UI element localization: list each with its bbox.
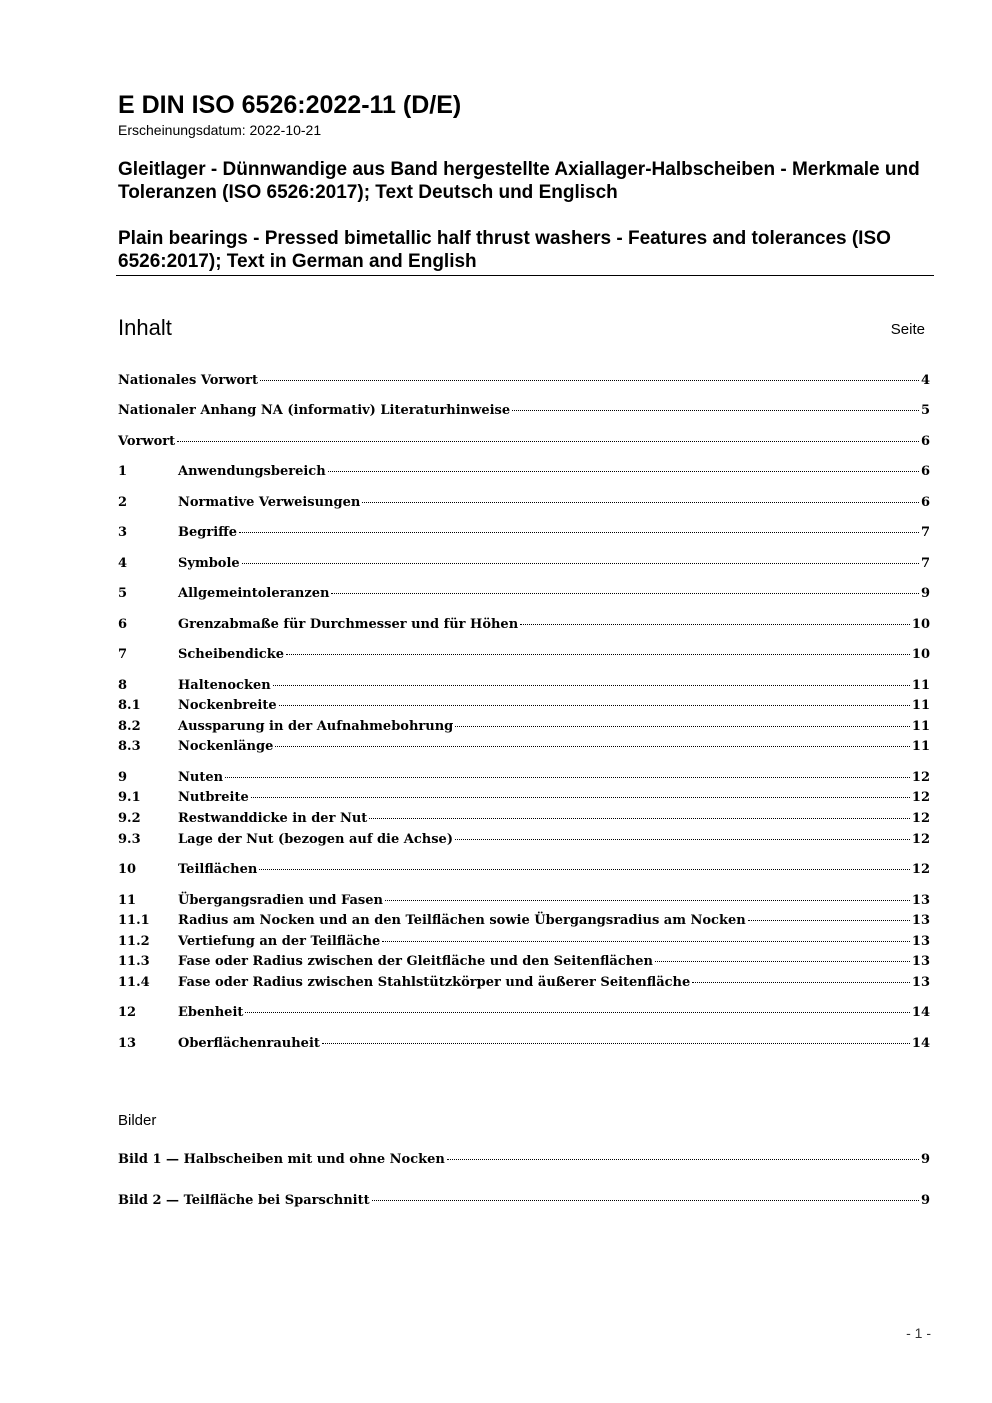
toc-entry-page: 11 xyxy=(911,739,930,754)
toc-entry-number: 1 xyxy=(118,464,128,479)
toc-entry[interactable] xyxy=(118,371,930,391)
toc-leader xyxy=(279,705,910,706)
toc-entry-title: Begriffe xyxy=(178,525,238,540)
toc-entry-page: 13 xyxy=(911,913,930,928)
toc-entry[interactable] xyxy=(118,493,930,513)
toc-entry-number: 9 xyxy=(118,770,128,785)
toc-entry[interactable] xyxy=(118,809,930,829)
toc-entry-page: 7 xyxy=(920,525,930,540)
toc-entry-title: Radius am Nocken und an den Teilflächen sowie Übergangsradius am Nocken xyxy=(178,913,746,928)
toc-entry-title: Scheibendicke xyxy=(178,647,284,662)
toc-leader xyxy=(251,797,910,798)
toc-entry-number: 8.3 xyxy=(118,739,141,754)
toc-entry-title: Haltenocken xyxy=(178,678,271,693)
toc-leader xyxy=(322,1043,910,1044)
toc-entry[interactable] xyxy=(118,891,930,911)
toc-entry-page: 13 xyxy=(911,954,930,969)
toc-entry[interactable] xyxy=(118,432,930,452)
toc-leader xyxy=(369,818,910,819)
toc-entry[interactable] xyxy=(118,768,930,788)
toc-leader xyxy=(385,900,910,901)
toc-entry[interactable] xyxy=(118,860,930,880)
toc-leader xyxy=(362,502,919,503)
toc-entry-title: Oberflächenrauheit xyxy=(178,1036,320,1051)
toc-entry-page: 12 xyxy=(911,770,930,785)
title-divider xyxy=(116,275,934,276)
toc-entry-title: Nutbreite xyxy=(178,790,249,805)
toc-entry-title: Nationales Vorwort xyxy=(118,373,258,388)
toc-leader xyxy=(382,941,910,942)
toc-entry-number: 4 xyxy=(118,556,128,571)
toc-entry-page: 12 xyxy=(911,811,930,826)
toc-entry-number: 8.1 xyxy=(118,698,141,713)
toc-entry[interactable] xyxy=(118,911,930,931)
toc-leader xyxy=(225,777,910,778)
toc-entry-number: 9.1 xyxy=(118,790,141,805)
toc-entry-number: 6 xyxy=(118,617,128,632)
toc-leader xyxy=(273,685,910,686)
toc-entry-number: 12 xyxy=(118,1005,137,1020)
figure-entry-title: Bild 1 — Halbscheiben mit und ohne Nocken xyxy=(118,1152,445,1167)
title-german: Gleitlager - Dünnwandige aus Band hergestellte Axiallager-Halbscheiben - Merkmale und Toleranzen (ISO 6526:2017); Text Deutsch und Englisch xyxy=(118,159,920,203)
toc-entry-title: Restwanddicke in der Nut xyxy=(178,811,368,826)
toc-entry-page: 4 xyxy=(920,373,930,388)
toc-entry-title: Nuten xyxy=(178,770,224,785)
toc-entry-title: Vertiefung an der Teilfläche xyxy=(178,934,381,949)
toc-entry-page: 11 xyxy=(911,678,930,693)
toc-entry[interactable] xyxy=(118,952,930,972)
toc-entry-title: Allgemeintoleranzen xyxy=(178,586,330,601)
toc-entry-title: Fase oder Radius zwischen Stahlstützkörper und äußerer Seitenfläche xyxy=(178,975,691,990)
toc-entry-number: 8 xyxy=(118,678,128,693)
toc-entry[interactable] xyxy=(118,717,930,737)
figure-entry-page: 9 xyxy=(920,1193,930,1208)
toc-entry-page: 13 xyxy=(911,975,930,990)
toc-leader xyxy=(328,471,919,472)
figure-entry-page: 9 xyxy=(920,1152,930,1167)
toc-entry[interactable] xyxy=(118,523,930,543)
toc-entry-title: Vorwort xyxy=(118,434,176,449)
toc-entry[interactable] xyxy=(118,401,930,421)
toc-leader xyxy=(655,961,910,962)
page-number: - 1 - xyxy=(906,1325,931,1341)
document-id: E DIN ISO 6526:2022-11 (D/E) xyxy=(118,91,462,119)
toc-entry-number: 11 xyxy=(118,893,137,908)
toc-entry-page: 10 xyxy=(911,617,930,632)
toc-entry[interactable] xyxy=(118,696,930,716)
toc-leader xyxy=(275,746,910,747)
toc-entry-page: 11 xyxy=(911,698,930,713)
toc-leader xyxy=(259,869,910,870)
toc-leader xyxy=(692,982,910,983)
toc-entry-page: 12 xyxy=(911,832,930,847)
toc-entry-number: 3 xyxy=(118,525,128,540)
toc-entry-title: Aussparung in der Aufnahmebohrung xyxy=(178,719,454,734)
toc-leader xyxy=(748,920,910,921)
toc-entry-number: 11.2 xyxy=(118,934,150,949)
toc-leader xyxy=(260,380,919,381)
toc-entry-title: Normative Verweisungen xyxy=(178,495,361,510)
toc-entry-title: Fase oder Radius zwischen der Gleitfläche und den Seitenflächen xyxy=(178,954,653,969)
toc-entry[interactable] xyxy=(118,645,930,665)
toc-entry-page: 12 xyxy=(911,862,930,877)
toc-entry[interactable] xyxy=(118,830,930,850)
figure-entry[interactable] xyxy=(118,1191,930,1211)
toc-entry-number: 11.4 xyxy=(118,975,150,990)
toc-entry[interactable] xyxy=(118,737,930,757)
toc-entry-page: 5 xyxy=(920,403,930,418)
toc-entry[interactable] xyxy=(118,615,930,635)
toc-entry[interactable] xyxy=(118,584,930,604)
toc-entry-page: 10 xyxy=(911,647,930,662)
toc-entry-number: 9.3 xyxy=(118,832,141,847)
toc-entry-page: 12 xyxy=(911,790,930,805)
toc-entry-number: 11.3 xyxy=(118,954,150,969)
toc-entry-title: Anwendungsbereich xyxy=(178,464,326,479)
toc-leader xyxy=(455,726,910,727)
toc-entry-page: 6 xyxy=(920,495,930,510)
toc-entry-page: 13 xyxy=(911,934,930,949)
toc-entry-title: Nationaler Anhang NA (informativ) Literaturhinweise xyxy=(118,403,511,418)
toc-leader xyxy=(372,1200,919,1201)
toc-entry[interactable] xyxy=(118,1034,930,1054)
toc-leader xyxy=(245,1012,910,1013)
toc-leader xyxy=(242,563,919,564)
toc-entry-number: 9.2 xyxy=(118,811,141,826)
toc-leader xyxy=(512,410,919,411)
toc-leader xyxy=(239,532,919,533)
toc-entry-title: Nockenlänge xyxy=(178,739,274,754)
toc-entry[interactable] xyxy=(118,973,930,993)
toc-entry-title: Grenzabmaße für Durchmesser und für Höhen xyxy=(178,617,519,632)
toc-entry[interactable] xyxy=(118,788,930,808)
toc-entry-title: Teilflächen xyxy=(178,862,258,877)
toc-entry-title: Symbole xyxy=(178,556,240,571)
figure-entry-title: Bild 2 — Teilfläche bei Sparschnitt xyxy=(118,1193,370,1208)
toc-entry-number: 8.2 xyxy=(118,719,141,734)
toc-entry-page: 14 xyxy=(911,1036,930,1051)
title-english: Plain bearings - Pressed bimetallic half thrust washers - Features and tolerances (ISO 6526:2017); Text in German and English xyxy=(118,228,891,272)
toc-leader xyxy=(520,624,910,625)
toc-page-label: Seite xyxy=(890,321,925,338)
toc-entry-number: 13 xyxy=(118,1036,137,1051)
figure-entry[interactable] xyxy=(118,1150,930,1170)
toc-leader xyxy=(177,441,919,442)
toc-entry-number: 5 xyxy=(118,586,128,601)
toc-entry-number: 2 xyxy=(118,495,128,510)
toc-leader xyxy=(331,593,918,594)
toc-entry-page: 9 xyxy=(920,586,930,601)
toc-entry[interactable] xyxy=(118,1003,930,1023)
toc-entry-number: 7 xyxy=(118,647,128,662)
toc-entry-title: Lage der Nut (bezogen auf die Achse) xyxy=(178,832,453,847)
toc-entry-title: Übergangsradien und Fasen xyxy=(178,893,383,908)
toc-entry[interactable] xyxy=(118,932,930,952)
toc-entry-number: 11.1 xyxy=(118,913,150,928)
figures-heading: Bilder xyxy=(118,1112,157,1129)
toc-entry-page: 6 xyxy=(920,464,930,479)
toc-entry[interactable] xyxy=(118,676,930,696)
toc-entry-page: 11 xyxy=(911,719,930,734)
toc-entry[interactable] xyxy=(118,554,930,574)
toc-leader xyxy=(455,839,910,840)
toc-entry-page: 6 xyxy=(920,434,930,449)
toc-leader xyxy=(447,1159,919,1160)
toc-entry-number: 10 xyxy=(118,862,137,877)
toc-entry-page: 14 xyxy=(911,1005,930,1020)
toc-entry-title: Ebenheit xyxy=(178,1005,244,1020)
publication-date: Erscheinungsdatum: 2022-10-21 xyxy=(118,122,322,138)
toc-entry[interactable] xyxy=(118,462,930,482)
toc-leader xyxy=(286,654,910,655)
toc-entry-page: 7 xyxy=(920,556,930,571)
toc-entry-page: 13 xyxy=(911,893,930,908)
toc-heading: Inhalt xyxy=(118,315,172,340)
toc-entry-title: Nockenbreite xyxy=(178,698,277,713)
